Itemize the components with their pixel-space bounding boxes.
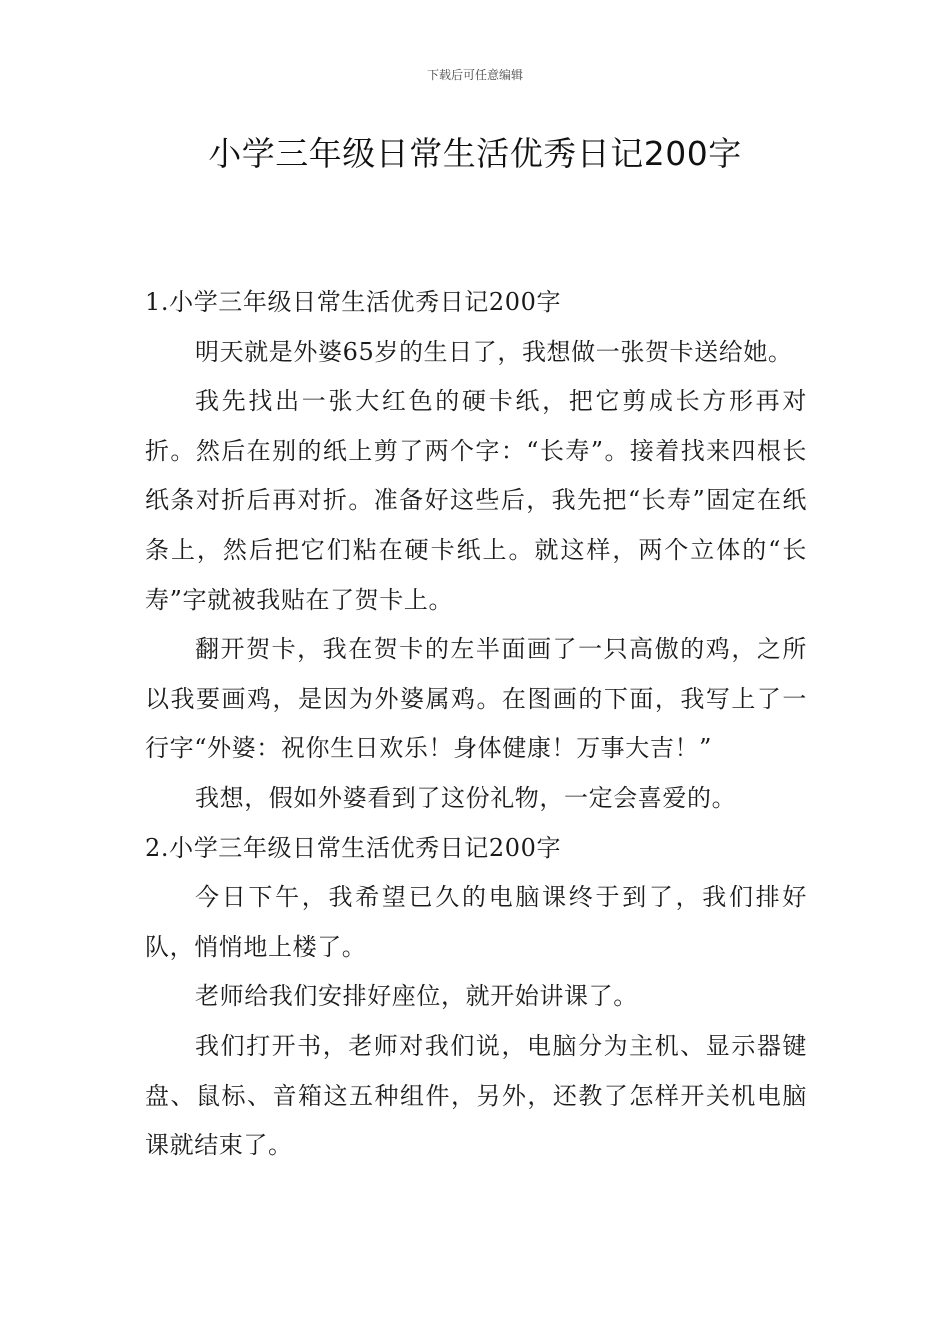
- paragraph: 老师给我们安排好座位，就开始讲课了。: [195, 982, 638, 1011]
- paragraph: 明天就是外婆65岁的生日了，我想做一张贺卡送给她。: [195, 337, 793, 366]
- paragraph: 翻开贺卡，我在贺卡的左半面画了一只高傲的鸡，之所以我要画鸡，是因为外婆属鸡。在图画的下面，我写上了一行字“外婆：祝你生日欢乐！身体健康！万事大吉！”: [145, 635, 807, 763]
- document-title: 小学三年级日常生活优秀日记200字: [208, 134, 742, 173]
- paragraph: 我想，假如外婆看到了这份礼物，一定会喜爱的。: [195, 783, 737, 812]
- section-heading: 2.小学三年级日常生活优秀日记200字: [145, 833, 562, 862]
- section-heading: 1.小学三年级日常生活优秀日记200字: [145, 288, 562, 316]
- paragraph: 今日下午，我希望已久的电脑课终于到了，我们排好队，悄悄地上楼了。: [145, 883, 807, 961]
- page-header-note: 下载后可任意编辑: [426, 68, 523, 82]
- paragraph: 我先找出一张大红色的硬卡纸，把它剪成长方形再对折。然后在别的纸上剪了两个字：“长寿”。接着找来四根长纸条对折后再对折。准备好这些后，我先把“长寿”固定在纸条上，然后把它们粘在硬卡纸上。就这样，两个立体的“长寿”字就被我贴在了贺卡上。: [145, 387, 807, 614]
- paragraph: 我们打开书，老师对我们说，电脑分为主机、显示器键盘、鼠标、音箱这五种组件，另外，还教了怎样开关机电脑课就结束了。: [145, 1031, 807, 1160]
- document-body: [145, 278, 807, 1171]
